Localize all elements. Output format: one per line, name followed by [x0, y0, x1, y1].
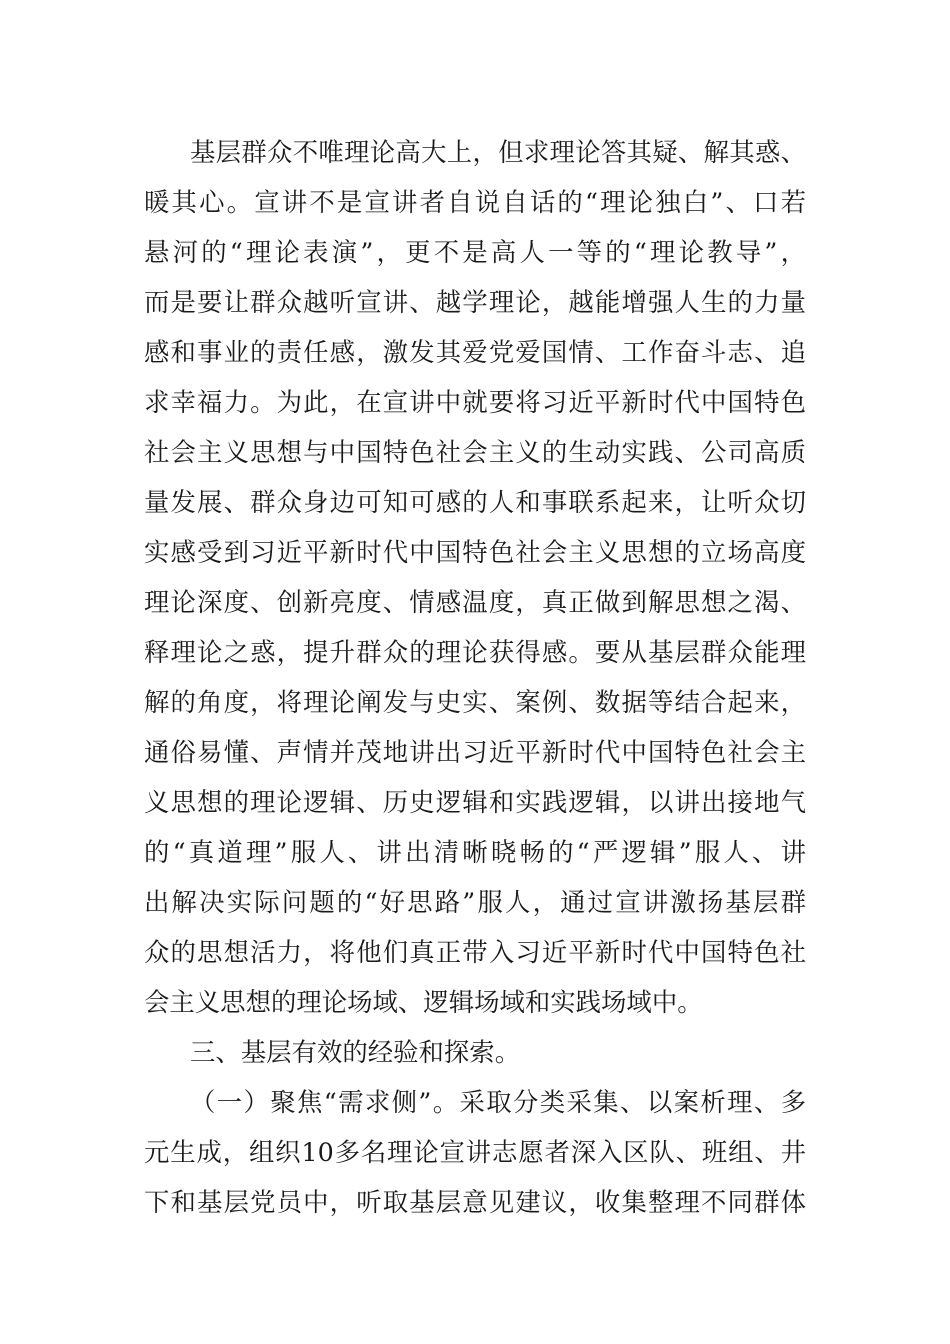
paragraph-1-line-17: 众的思想活力，将他们真正带入习近平新时代中国特色社: [144, 937, 806, 967]
paragraph-2-line-1: （一）聚焦“需求侧”。采取分类采集、以案析理、多: [190, 1087, 806, 1117]
paragraph-1-line-8: 量发展、群众身边可知可感的人和事联系起来，让听众切: [144, 487, 806, 517]
paragraph-2-line-3: 下和基层党员中，听取基层意见建议，收集整理不同群体: [144, 1187, 806, 1217]
section-heading-3: 三、基层有效的经验和探索。: [190, 1037, 521, 1067]
paragraph-1-line-4: 而是要让群众越听宣讲、越学理论，越能增强人生的力量: [144, 287, 806, 317]
paragraph-1-line-2: 暖其心。宣讲不是宣讲者自说自话的“理论独白”、口若: [144, 187, 806, 217]
paragraph-1-line-15: 的“真道理”服人、讲出清晰晓畅的“严逻辑”服人、讲: [144, 837, 806, 867]
paragraph-1-line-18: 会主义思想的理论场域、逻辑场域和实践场域中。: [144, 987, 703, 1017]
document-body: [144, 127, 806, 1227]
paragraph-1-line-6: 求幸福力。为此，在宣讲中就要将习近平新时代中国特色: [144, 387, 806, 417]
paragraph-1-line-9: 实感受到习近平新时代中国特色社会主义思想的立场高度: [144, 537, 806, 567]
paragraph-1-line-3: 悬河的“理论表演”，更不是高人一等的“理论教导”，: [144, 237, 806, 267]
paragraph-1-line-13: 通俗易懂、声情并茂地讲出习近平新时代中国特色社会主: [144, 737, 806, 767]
paragraph-1-line-11: 释理论之惑，提升群众的理论获得感。要从基层群众能理: [144, 637, 806, 667]
paragraph-1-line-1: 基层群众不唯理论高大上，但求理论答其疑、解其惑、: [190, 137, 806, 167]
paragraph-1-line-12: 解的角度，将理论阐发与史实、案例、数据等结合起来，: [144, 687, 806, 717]
paragraph-1-line-14: 义思想的理论逻辑、历史逻辑和实践逻辑，以讲出接地气: [144, 787, 806, 817]
paragraph-2-line-2: 元生成，组织10多名理论宣讲志愿者深入区队、班组、井: [144, 1137, 806, 1167]
paragraph-1-line-5: 感和事业的责任感，激发其爱党爱国情、工作奋斗志、追: [144, 337, 806, 367]
paragraph-1-line-16: 出解决实际问题的“好思路”服人，通过宣讲激扬基层群: [144, 887, 806, 917]
paragraph-1-line-10: 理论深度、创新亮度、情感温度，真正做到解思想之渴、: [144, 587, 806, 617]
paragraph-1-line-7: 社会主义思想与中国特色社会主义的生动实践、公司高质: [144, 437, 806, 467]
